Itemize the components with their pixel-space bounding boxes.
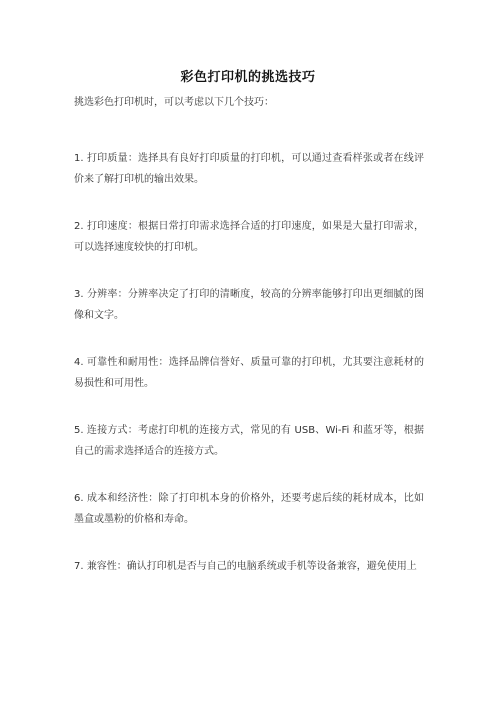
list-item: 5. 连接方式：考虑打印机的连接方式，常见的有 USB、Wi-Fi 和蓝牙等，根据自己的需求选择适合的连接方式。 xyxy=(74,425,424,457)
list-item: 6. 成本和经济性：除了打印机本身的价格外，还要考虑后续的耗材成本，比如墨盒或墨粉的价格和寿命。 xyxy=(74,493,424,525)
tips-list xyxy=(74,148,424,603)
page-title: 彩色打印机的挑选技巧 xyxy=(180,70,316,85)
list-item: 7. 兼容性：确认打印机是否与自己的电脑系统或手机等设备兼容，避免使用上 xyxy=(74,561,417,572)
list-item: 4. 可靠性和耐用性：选择品牌信誉好、质量可靠的打印机，尤其要注意耗材的易损性和可用性。 xyxy=(74,357,424,389)
intro-paragraph: 挑选彩色打印机时，可以考虑以下几个技巧： xyxy=(74,97,274,108)
list-item: 1. 打印质量：选择具有良好打印质量的打印机，可以通过查看样张或者在线评价来了解打印机的输出效果。 xyxy=(74,153,424,185)
list-item: 2. 打印速度：根据日常打印需求选择合适的打印速度，如果是大量打印需求，可以选择速度较快的打印机。 xyxy=(74,221,424,253)
list-item: 3. 分辨率：分辨率决定了打印的清晰度，较高的分辨率能够打印出更细腻的图像和文字。 xyxy=(74,289,424,321)
